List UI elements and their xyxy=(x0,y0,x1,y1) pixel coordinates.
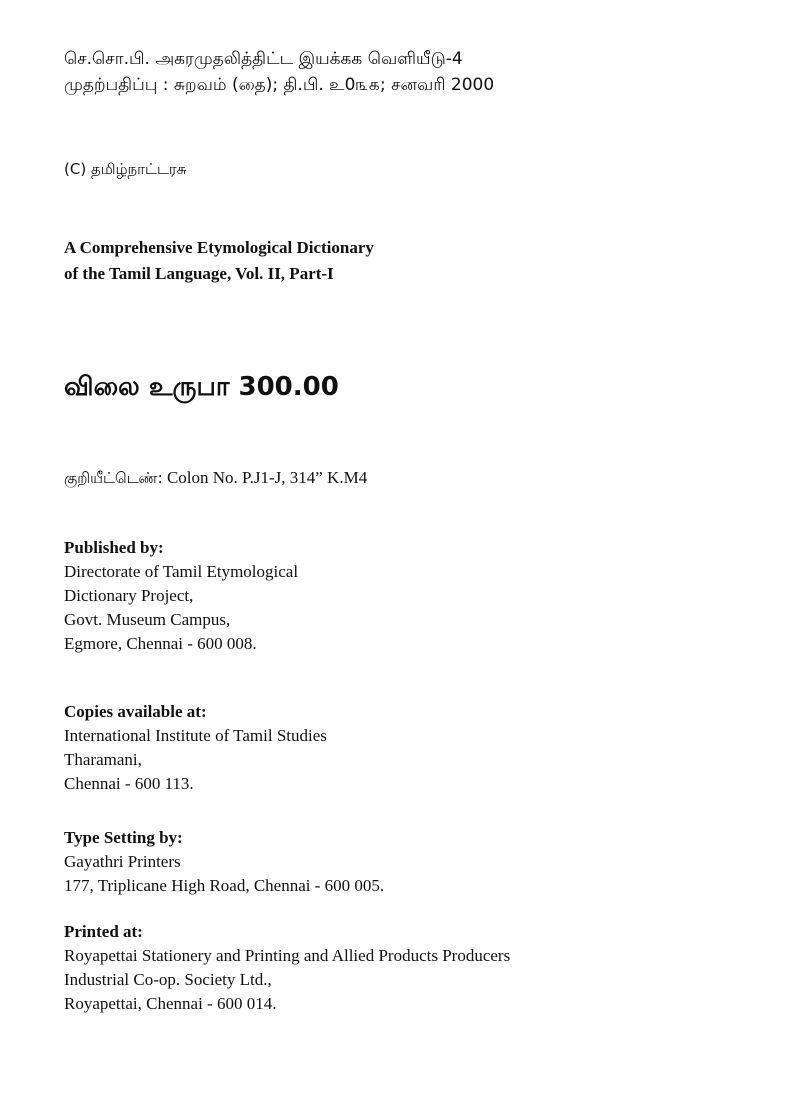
classification-value: Colon No. P.J1-J, 314” K.M4 xyxy=(162,468,368,487)
copies-available-line: Tharamani, xyxy=(64,750,142,769)
published-by-line: Dictionary Project, xyxy=(64,586,194,605)
copyright-text: (C) தமிழ்நாட்டரசு xyxy=(64,160,187,178)
copies-available-heading: Copies available at: xyxy=(64,702,207,721)
type-setting-line: Gayathri Printers xyxy=(64,852,181,871)
published-by-line: Egmore, Chennai - 600 008. xyxy=(64,634,257,653)
price-text: விலை உருபா 300.00 xyxy=(64,372,339,402)
printed-at-section xyxy=(64,920,510,1016)
type-setting-line: 177, Triplicane High Road, Chennai - 600 005. xyxy=(64,876,385,895)
printed-at-line: Royapettai Stationery and Printing and Allied Products Producers xyxy=(64,946,511,965)
published-by-line: Govt. Museum Campus, xyxy=(64,610,231,629)
book-title xyxy=(64,235,374,287)
series-line: செ.சொ.பி. அகரமுதலித்திட்ட இயக்கக வெளியீடு-4 xyxy=(64,49,463,69)
price-block xyxy=(64,370,339,404)
classification-line xyxy=(64,466,367,490)
series-header xyxy=(64,46,494,98)
classification-block xyxy=(64,466,367,490)
published-by-heading: Published by: xyxy=(64,538,164,557)
type-setting-section xyxy=(64,826,384,898)
copies-available-line: International Institute of Tamil Studies xyxy=(64,726,327,745)
copies-available-section xyxy=(64,700,327,796)
published-by-section xyxy=(64,536,298,656)
copyright-notice xyxy=(64,158,186,180)
book-title-line-2: of the Tamil Language, Vol. II, Part-I xyxy=(64,264,334,283)
published-by-line: Directorate of Tamil Etymological xyxy=(64,562,299,581)
printed-at-line: Royapettai, Chennai - 600 014. xyxy=(64,994,277,1013)
type-setting-heading: Type Setting by: xyxy=(64,828,183,847)
edition-line: முதற்பதிப்பு : சுறவம் (தை); தி.பி. உ0௩௧; சனவரி 2000 xyxy=(64,75,495,95)
copies-available-line: Chennai - 600 113. xyxy=(64,774,194,793)
printed-at-line: Industrial Co-op. Society Ltd., xyxy=(64,970,272,989)
classification-label: குறியீட்டெண்: xyxy=(64,469,163,487)
book-title-line-1: A Comprehensive Etymological Dictionary xyxy=(64,238,374,257)
printed-at-heading: Printed at: xyxy=(64,922,143,941)
